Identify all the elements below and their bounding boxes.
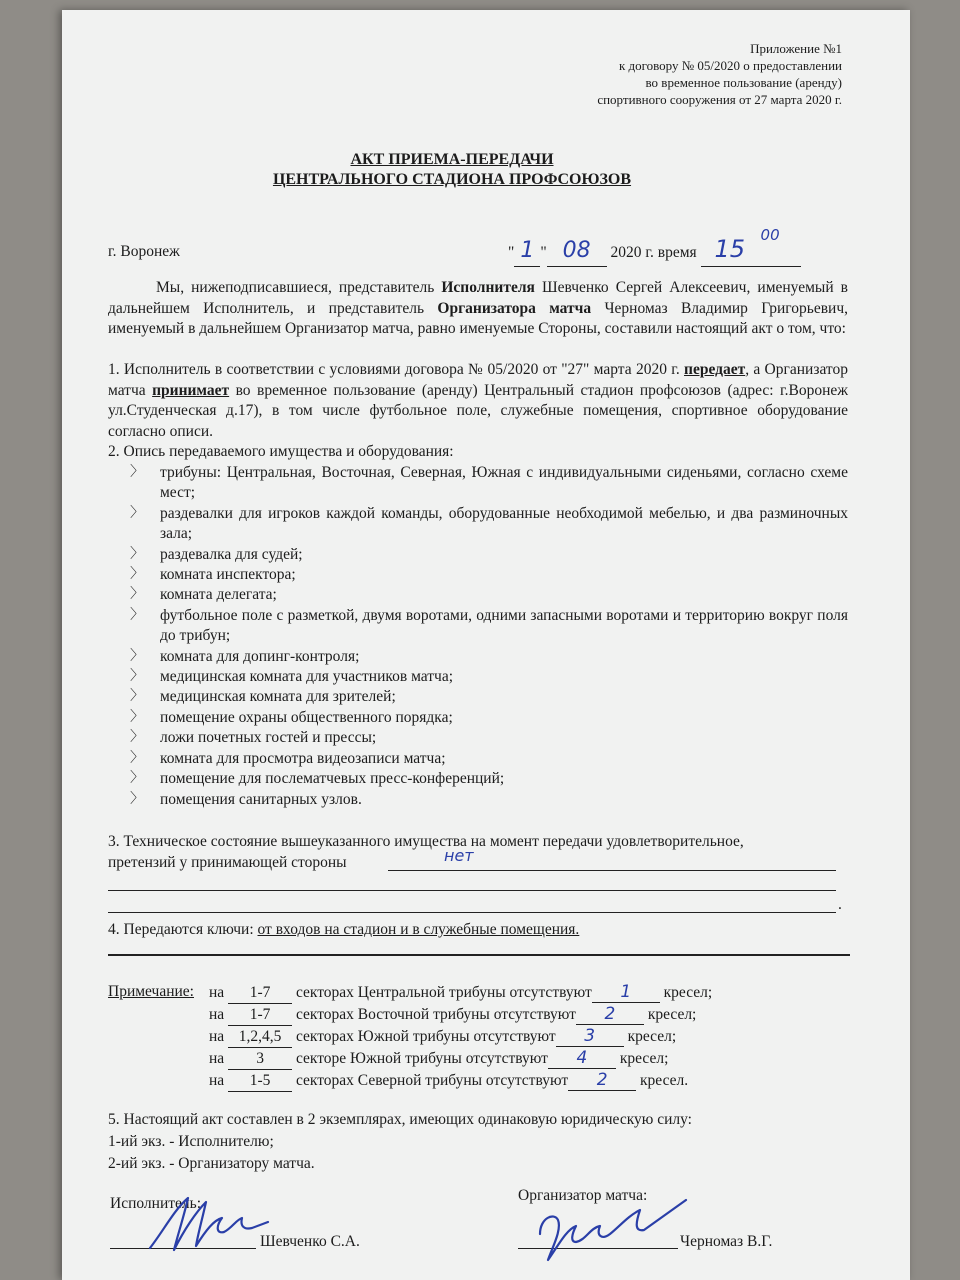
quote-mark: " bbox=[540, 244, 547, 261]
note-sectors: 1-5 bbox=[228, 1071, 292, 1092]
appendix-block bbox=[597, 40, 842, 108]
inventory-item bbox=[108, 667, 848, 687]
appendix-line: во временное пользование (аренду) bbox=[645, 75, 842, 90]
separator-line bbox=[108, 954, 850, 956]
bullet-marker: 〉 bbox=[130, 648, 144, 664]
end-dot: . bbox=[838, 896, 842, 913]
bullet-marker: 〉 bbox=[130, 750, 144, 766]
title-line: ЦЕНТРАЛЬНОГО СТАДИОНА ПРОФСОЮЗОВ bbox=[272, 171, 632, 188]
note-pre: на bbox=[209, 984, 225, 1001]
bullet-marker: 〉 bbox=[130, 465, 144, 480]
note-row bbox=[209, 1004, 696, 1026]
inventory-item bbox=[108, 790, 848, 810]
city-label: г. Воронеж bbox=[108, 243, 180, 260]
clause-5-line2: 1-ий экз. - Исполнителю; bbox=[108, 1133, 274, 1150]
handwritten-claims: нет bbox=[444, 846, 474, 865]
clause-3-line1: 3. Техническое состояние вышеуказанного имущества на момент передачи удовлетворительное, bbox=[108, 833, 744, 850]
organizer-signature bbox=[510, 1190, 690, 1270]
handwritten-time: 15 bbox=[714, 235, 746, 263]
inventory-item bbox=[108, 687, 848, 707]
organizer-label: Организатор матча: bbox=[518, 1187, 648, 1204]
executor-signature bbox=[144, 1190, 274, 1256]
note-sectors: 1-7 bbox=[228, 1005, 292, 1026]
handwritten-count: 3 bbox=[556, 1026, 624, 1047]
inventory-item-text: помещения санитарных узлов. bbox=[160, 790, 362, 808]
inventory-item bbox=[108, 504, 848, 545]
bullet-marker: 〉 bbox=[130, 689, 144, 705]
inventory-item bbox=[108, 708, 848, 728]
inventory-item-text: комната для допинг-контроля; bbox=[160, 647, 360, 665]
bullet-marker: 〉 bbox=[130, 505, 144, 521]
inventory-item bbox=[108, 647, 848, 667]
bullet-marker: 〉 bbox=[130, 730, 144, 746]
inventory-item bbox=[108, 463, 848, 504]
note-sectors: 1-7 bbox=[228, 983, 292, 1004]
note-post: кресел; bbox=[647, 1006, 697, 1023]
note-sectors: 1,2,4,5 bbox=[228, 1027, 292, 1048]
note-post: кресел; bbox=[663, 984, 713, 1001]
clause-5-line1: 5. Настоящий акт составлен в 2 экземплярах, имеющих одинаковую юридическую силу: bbox=[108, 1111, 692, 1128]
inventory-item-text: медицинская комната для зрителей; bbox=[160, 688, 396, 706]
note-row bbox=[209, 1026, 676, 1048]
note-post: кресел. bbox=[640, 1072, 689, 1089]
inventory-item bbox=[108, 585, 848, 605]
note-pre: на bbox=[209, 1006, 225, 1023]
bullet-marker: 〉 bbox=[130, 709, 144, 725]
date-line bbox=[508, 226, 801, 267]
note-label: Примечание: bbox=[108, 983, 194, 1000]
handwritten-count: 4 bbox=[548, 1048, 616, 1069]
note-row bbox=[209, 982, 712, 1004]
title-line: АКТ ПРИЕМА-ПЕРЕДАЧИ bbox=[350, 151, 554, 168]
document-sheet bbox=[62, 10, 910, 1280]
appendix-line: к договору № 05/2020 о предоставлении bbox=[618, 58, 842, 73]
inventory-item-text: комната для просмотра видеозаписи матча; bbox=[160, 749, 446, 767]
inventory-item-text: трибуны: Центральная, Восточная, Северная, Южная с индивидуальными сиденьями, согласно схеме мест; bbox=[160, 464, 848, 502]
handwritten-count: 2 bbox=[568, 1070, 636, 1091]
keys-value: от входов на стадион и в служебные помещения. bbox=[257, 921, 580, 938]
inventory-item-text: ложи почетных гостей и прессы; bbox=[160, 729, 377, 747]
note-text: секторе Южной трибуны отсутствуют bbox=[295, 1050, 548, 1067]
note-pre: на bbox=[209, 1072, 225, 1089]
note-pre: на bbox=[209, 1050, 225, 1067]
document-title bbox=[62, 150, 842, 190]
bullet-marker: 〉 bbox=[130, 669, 144, 685]
bullet-marker: 〉 bbox=[130, 546, 144, 562]
intro-paragraph: Мы, нижеподписавшиеся, представитель Исполнителя Шевченко Сергей Алексеевич, именуемый в дальнейшем Исполнитель, и представитель Организатора матча Черномаз Владимир Григорьевич, именуемый в дальнейшем Организатор матча, равно именуемые Стороны, составили настоящий акт о том, что: bbox=[108, 279, 849, 337]
inventory-item-text: раздевалка для судей; bbox=[160, 545, 303, 563]
quote-mark: " bbox=[508, 244, 515, 261]
organizer-name: Черномаз В.Г. bbox=[680, 1233, 773, 1250]
note-post: кресел; bbox=[627, 1028, 677, 1045]
bullet-marker: 〉 bbox=[130, 791, 144, 807]
appendix-line: Приложение №1 bbox=[750, 41, 842, 56]
note-sectors: 3 bbox=[228, 1049, 292, 1070]
note-pre: на bbox=[209, 1028, 225, 1045]
inventory-item bbox=[108, 565, 848, 585]
inventory-item bbox=[108, 545, 848, 565]
note-post: кресел; bbox=[619, 1050, 669, 1067]
note-text: секторах Центральной трибуны отсутствуют bbox=[295, 984, 592, 1001]
inventory-item-text: помещение для послематчевых пресс-конференций; bbox=[160, 770, 505, 788]
clause-1: 1. Исполнитель в соответствии с условиями договора № 05/2020 от "27" марта 2020 г. передает, а Организатор матча принимает во временное пользование (аренду) Центральный стадион профсоюзов (адрес: г.Воронеж ул.Студенческая д.17), в том числе футбольное поле, служебные помещения, спортивное оборудование согласно описи. bbox=[108, 361, 848, 440]
blank-line bbox=[108, 890, 836, 891]
clause-3-line2: претензий у принимающей стороны bbox=[108, 854, 347, 871]
inventory-item-text: раздевалки для игроков каждой команды, оборудованные необходимой мебелью, и два разминочных зала; bbox=[160, 504, 848, 543]
executor-name: Шевченко С.А. bbox=[260, 1233, 360, 1250]
bullet-marker: 〉 bbox=[130, 587, 144, 603]
inventory-item-text: футбольное поле с разметкой, двумя воротами, одними запасными воротами и территорию вокруг поля до трибун; bbox=[160, 606, 848, 645]
handwritten-day: 1 bbox=[520, 238, 535, 263]
clause-5-line3: 2-ий экз. - Организатору матча. bbox=[108, 1155, 315, 1172]
note-row bbox=[209, 1048, 668, 1070]
handwritten-count: 2 bbox=[576, 1004, 644, 1025]
executor-label: Исполнитель: bbox=[110, 1195, 202, 1212]
inventory-item-text: комната инспектора; bbox=[160, 566, 296, 584]
handwritten-month: 08 bbox=[562, 238, 591, 263]
note-text: секторах Северной трибуны отсутствуют bbox=[295, 1072, 569, 1089]
clause-2-heading: 2. Опись передаваемого имущества и оборудования: bbox=[108, 443, 454, 460]
inventory-item bbox=[108, 606, 848, 647]
bullet-marker: 〉 bbox=[130, 607, 144, 623]
handwritten-time-minutes: 00 bbox=[760, 226, 780, 244]
inventory-item bbox=[108, 769, 848, 789]
inventory-item-text: помещение охраны общественного порядка; bbox=[160, 708, 453, 726]
blank-line bbox=[108, 912, 836, 913]
inventory-item-text: комната делегата; bbox=[160, 586, 277, 604]
appendix-line: спортивного сооружения от 27 марта 2020 г. bbox=[597, 92, 842, 107]
inventory-item bbox=[108, 749, 848, 769]
note-text: секторах Южной трибуны отсутствуют bbox=[295, 1028, 556, 1045]
bullet-marker: 〉 bbox=[130, 771, 144, 787]
handwritten-count: 1 bbox=[592, 982, 660, 1003]
note-row bbox=[209, 1070, 688, 1092]
clause-4: 4. Передаются ключи: от входов на стадион и в служебные помещения. bbox=[108, 921, 580, 938]
note-text: секторах Восточной трибуны отсутствуют bbox=[295, 1006, 576, 1023]
inventory-item bbox=[108, 728, 848, 748]
inventory-item-text: медицинская комната для участников матча; bbox=[160, 668, 454, 686]
bullet-marker: 〉 bbox=[130, 567, 144, 583]
underline bbox=[388, 870, 836, 871]
year-time-label: 2020 г. время bbox=[610, 244, 697, 261]
inventory-list bbox=[108, 463, 848, 810]
